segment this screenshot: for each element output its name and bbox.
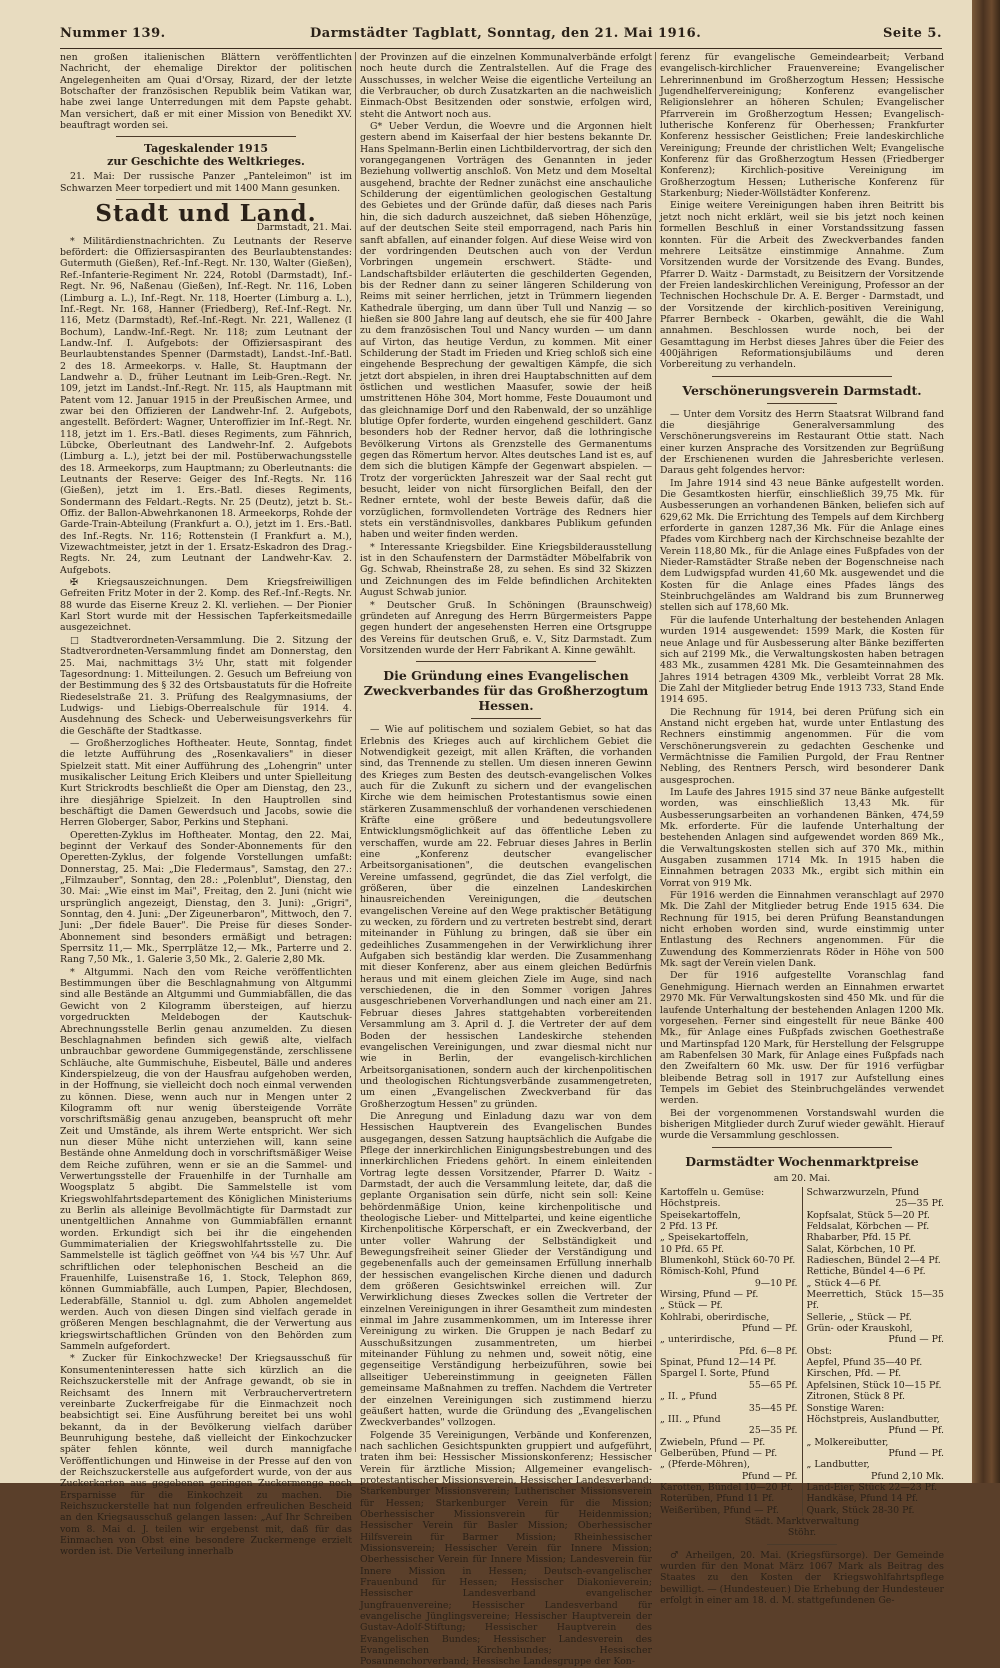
verein-paragraph: Die Rechnung für 1914, bei deren Prüfung sich ein Anstand nicht ergeben hat, wurde unter Entlastung des Rechners einstimmig angenommen. Für die vom Verschönerungsverein zu gedachten Geschenke und Vermächtnisse die Familien Purgold, der Frau Rentner Nebling, des Rentners Persch, wird besonderer Dank ausgesprochen. bbox=[660, 706, 944, 786]
market-price-line: „ (Pferde-Möhren), bbox=[660, 1459, 751, 1471]
kalender-title: Tageskalender 1915 bbox=[144, 142, 268, 156]
verein-paragraph: Für die laufende Unterhaltung der bestehenden Anlagen wurden 1914 ausgewendet: 1599 Mark, die Kosten für neue Anlage und für Ausbesserung alter Bänke bezifferten sich auf 2199 Mk., die Verwaltungskosten haben betragen 483 Mk., zusammen 4281 Mk. Die Gesamteinnahmen des Jahres 1914 betragen 4309 Mk., verbleibt Vorrat 28 Mk. Die Zahl der Mitglieder betrug Ende 1913 733, Stand Ende 1914 695. bbox=[660, 614, 944, 706]
column-1 bbox=[60, 52, 353, 1558]
market-price-line: Wirsing, Pfund — Pf. bbox=[660, 1289, 759, 1301]
market-price-line: Grün- oder Krauskohl, bbox=[806, 1323, 913, 1335]
column-2 bbox=[360, 52, 652, 1668]
page-number: Seite 5. bbox=[883, 26, 942, 41]
article-paragraph: Einige weitere Vereinigungen haben ihren Beitritt bis jetzt noch nicht erklärt, weil sie bis jetzt noch keinen formellen Beschluß in einer Vorstandssitzung fassen konnten. Für die Arbeit des Zweckverbandes fanden mehrere Leitsätze einstimmige Annahme. Zum Vorsitzenden wurde der Vorsitzende des Evang. Bundes, Pfarrer D. Waitz - Darmstadt, zu Beisitzern der Vorsitzende der Freien landeskirchlichen Vereinigung, Professor an der Technischen Hochschule Dr. A. E. Berger - Darmstadt, und der Vorsitzende der kirchlich-positiven Vereinigung, Pfarrer Bernbeck - Okarben, gewählt, die die Wahl annahmen. Beschlossen wurde noch, bei der Gesamttagung im Herbst dieses Jahres über die Feier des 400jährigen Reformationsjubiläums und deren Vorbereitung zu verhandeln. bbox=[660, 200, 944, 371]
issue-number: Nummer 139. bbox=[60, 26, 166, 41]
market-price-line: Weißerüben, Pfund — Pf. bbox=[660, 1504, 779, 1516]
separator bbox=[767, 403, 837, 404]
market-price-line: 55—65 Pf. bbox=[748, 1379, 798, 1391]
market-price-line: 2 Pfd. 13 Pf. bbox=[660, 1221, 719, 1232]
market-price-line: Pfund 2,10 Mk. bbox=[871, 1470, 944, 1482]
market-price-line: Quark, Stück 28-30 Pf. bbox=[806, 1504, 915, 1516]
market-price-line: Roterüben, Pfund 11 Pf. bbox=[660, 1493, 775, 1505]
market-price-line: Pfund — Pf. bbox=[888, 1447, 944, 1459]
separator bbox=[712, 1147, 892, 1148]
separator bbox=[767, 1544, 837, 1545]
separator bbox=[416, 661, 596, 662]
article-paragraph: — Wie auf politischem und sozialem Gebiet, so hat das Erlebnis des Krieges auch auf kirchlichem Gebiet die Notwendigkeit gezeigt, mit allen Kräften, die vorhanden sind, das Trennende zu stellen. Um diesen inneren Gewinn des Krieges zum Besten des deutsch-evangelischen Volkes auch für die Zukunft zu sichern und der evangelischen Kirche wie dem heimischen Protestantismus sowie einen stärkeren Zusammenschluß der vorhandenen verschiedenen Kräfte eine größere und bedeutungsvollere Entwicklungsmöglichkeit auf das öffentliche Leben zu verschaffen, wurde am 22. Februar dieses Jahres in Berlin eine „Konferenz deutscher evangelischer Arbeitsorganisationen", die deutschen evangelischen Vereine umfassend, gegründet, die das Ziel verfolgt, die größeren, über die einzelnen Landeskirchen hinausreichenden Vereinigungen, die deutschen evangelischen Vereine auf den Wege praktischer Betätigung zu wecken, zu fördern und zu vertreten bestrebt sind, derart miteinander in Fühlung zu bringen, daß sie über ein gedeihliches Zusammengehen in der Verwirklichung ihrer Aufgaben sich beständig klar werden. Die Zusammenhang mit dieser Konferenz, aber aus einem gleichen Bedürfnis heraus und mit einem gleichen Ziele im Auge, sind nach verschiedenen, die in den Sommer vorigen Jahres ausgeschriebenen Vorverhandlungen und nach einer am 21. Februar dieses Jahres stattgehabten vorbereitenden Versammlung am 3. April d. J. die Vertreter der auf dem Boden der hessischen Landeskirche stehenden evangelischen Vereinigungen, und zwar diesmal nicht nur wie in Berlin, der evangelisch-kirchlichen Arbeitsorganisationen, sondern auch der kirchenpolitischen und theologischen Richtungsverbände zusammengetreten, um einen „Evangelischen Zweckverband für das Großherzogtum Hessen" zu gründen. bbox=[360, 724, 652, 1110]
article-paragraph: * Deutscher Gruß. In Schöningen (Braunschweig) gründeten auf Anregung des Herrn Bürgermeisters Pappe gegen hundert der angesehensten Herren eine Ortsgruppe des Vereins für deutschen Gruß, e. V., Sitz Darmstadt. Zum Vorsitzenden wurde der Herr Fabrikant A. Kinne gewählt. bbox=[360, 599, 652, 656]
market-price-line: Spinat, Pfund 12—14 Pf. bbox=[660, 1357, 777, 1369]
separator bbox=[471, 718, 541, 719]
market-price-line: Zitronen, Stück 8 Pf. bbox=[806, 1391, 905, 1403]
verein-paragraph: Im Laufe des Jahres 1915 sind 37 neue Bänke aufgestellt worden, was einschließlich 13,43 Mk. für Ausbesserungsarbeiten an vorhandenen Bänken, 474,59 Mk. erforderte. Für die laufende Unterhaltung der bestehenden Anlagen sind aufgewendet worden 869 Mk., die Verwaltungskosten stellen sich auf 370 Mk., mithin Ausgaben zusammen 1714 Mk. In 1915 haben die Einnahmen betragen 2033 Mk., ergibt sich mithin ein Vorrat von 919 Mk. bbox=[660, 786, 944, 889]
market-price-line: „ III. „ Pfund bbox=[660, 1413, 721, 1425]
verein-title: Verschönerungsverein Darmstadt. bbox=[682, 382, 922, 398]
market-price-line: 25—35 Pf. bbox=[748, 1425, 798, 1437]
article-paragraph: G* Ueber Verdun, die Woevre und die Argonnen hielt gestern abend im Kaiserfaal der hier bestens bekannte Dr. Hans Spelmann-Berlin einen Lichtbildervortrag, der sich den vorangegangenen Vorträgen des Genannten in jeder Beziehung vollwertig anschloß. Von Metz und dem Moseltal ausgehend, brachte der Redner zunächst eine anschauliche Schilderung der eigentümlichen geologischen Gestaltung des Gebietes und der Gründe dafür, daß dieses nach Paris hin, die sich dadurch auszeichnet, daß sieben Höhenzüge, auf der deutschen Seite steil emporragend, nach Paris hin sanft abfallen, auf einander folgen. Auf diese Weise wird von der vordringenden Deutschen auch von der Verdun Vorbringen ungemein erschwert. Städte- und Landschaftsbilder erläuterten die geschilderten Gegenden, bis der Redner dann zu seiner längeren Schilderung von Reims mit seiner herrlichen, jetzt in Trümmern liegenden Kathedrale überging, um dann über Tull und Nanzig — so hießen sie 800 Jahre lang auf deutsch, ehe sie für 400 Jahre zu dem französischen Toul und Nancy wurden — um dann auf Virton, das heutige Verdun, zu kommen. Mit einer Schilderung der Stadt im Frieden und Krieg schloß sich eine eingehende Besprechung der gewaltigen Kämpfe, die sich jetzt dort abspielen, in ihren drei Hauptabschnitten auf dem östlichen und westlichen Maasufer, sowie der heiß umstrittenen Höhe 304, Mort homme, Feste Douaumont und das gleichnamige Dorf und den Rabenwald, der so unzählige blutige Opfer forderte, wurden eingehend geschildert. Ganz besonders hob der Redner hervor, daß die lothringische Bevölkerung Virtons als Grenzstelle des Germanentums gegen das Römertum hervor. Altes deutsches Land ist es, auf dem sich die blutigen Kämpfe der Gegenwart abspielen. — Trotz der vorgerückten Jahreszeit war der Saal recht gut besucht, leider von nicht fürsorglichen Beifall, den der Redner erntete, wohl der beste Beweis dafür, daß die vorzüglichen, formvollendeten Vorträge des Redners hier stets ein verständnisvolles, dankbares Publikum gefunden haben und weiter finden werden. bbox=[360, 121, 652, 541]
book-binding-edge bbox=[972, 0, 1000, 1483]
verein-paragraph: Der für 1916 aufgestellte Voranschlag fand Genehmigung. Hiernach werden an Einnahmen erwartet 2970 Mk. Für Verwaltungskosten sind 450 Mk. und für die laufende Unterhaltung der bestehenden Anlagen 1200 Mk. vorgesehen. Ferner sind eingestellt für neue Bänke 400 Mk., für Anlage eines Fußpfads zwischen Goethestraße und Martinspfad 120 Mark, für Herstellung der Felsgruppe am Rabenfelsen 30 Mark, für Anlage eines Fußpfads nach den Zweifaltern 60 Mk. usw. Der für 1916 verfügbar bleibende Betrag soll in 1917 zur Aufstellung eines Tempels im Gebiet des Steinbruchgeländes verwendet werden. bbox=[660, 970, 944, 1107]
market-price-line: Römisch-Kohl, Pfund bbox=[660, 1266, 760, 1278]
market-right-lines bbox=[807, 1187, 945, 1516]
header-rule bbox=[60, 48, 942, 49]
article-paragraph: ✠ Kriegsauszeichnungen. Dem Kriegsfreiwilligen Gefreiten Fritz Moter in der 2. Komp. des Ref.-Inf.-Regts. Nr. 88 wurde das Eiserne Kreuz 2. Kl. verliehen. — Der Pionier Karl Stort wurde mit der Hessischen Tapferkeitsmedaille ausgezeichnet. bbox=[60, 577, 352, 634]
market-price-line: Pfund — Pf. bbox=[741, 1470, 798, 1482]
market-price-line: Meerrettich, Stück 15—35 Pf. bbox=[806, 1289, 944, 1312]
market-price-line: Radieschen, Bündel 2—4 Pf. bbox=[806, 1255, 941, 1267]
market-price-line: Pfund — Pf. bbox=[741, 1323, 798, 1335]
market-price-line: „ unterirdische, bbox=[660, 1334, 735, 1346]
market-price-line: Salat, Körbchen, 10 Pf. bbox=[806, 1243, 916, 1255]
kalender-entry: 21. Mai: Der russische Panzer „Panteleimon" ist im Schwarzen Meer torpediert und mit 1400 Mann gesunken. bbox=[60, 171, 352, 194]
market-price-line: Pfund — Pf. bbox=[888, 1425, 944, 1437]
article-paragraph: ferenz für evangelische Gemeindearbeit; Verband evangelisch-kirchlicher Frauenvereine; Evangelischer Lehrerinnenbund im Großherzogtum Hessen; Hessische Jugendhelfervereinigung; Konferenz evangelischer Religionslehrer an höheren Schulen; Evangelischer Pfarrverein im Großherzogtum Hessen; Evangelisch-lutherische Konferenz für Oberhessen; Frankfurter Konferenz hessischer Geistlichen; Freie landeskirchliche Vereinigung; Freunde der christlichen Welt; Evangelische Konferenz für das Großherzogtum Hessen (Friedberger Konferenz); Kirchlich-positive Vereinigung im Großherzogtum Hessen; Lutherische Konferenz für Starkenburg; Nieder-Wöllstädter Konferenz. bbox=[660, 52, 944, 200]
article-paragraph: der Provinzen auf die einzelnen Kommunalverbände erfolgt noch heute durch die Zentralstellen. Auf die Frage des Ausschusses, in welcher Weise die eigentliche Verteilung an die Verbraucher, ob durch Zusatzkarten an die nachweislich Einmach-Obst Besitzenden oder sonstwie, erfolgen wird, steht die Antwort noch aus. bbox=[360, 52, 652, 120]
market-price-line: Sonstige Waren: bbox=[806, 1402, 885, 1414]
dateline: Darmstadt, 21. Mai. bbox=[256, 222, 352, 234]
column-rule bbox=[355, 52, 356, 1452]
market-price-line: Feldsalat, Körbchen — Pf. bbox=[806, 1221, 930, 1232]
newspaper-title-date: Darmstädter Tagblatt, Sonntag, den 21. Mai 1916. bbox=[310, 26, 702, 41]
market-left-heading: Kartoffeln u. Gemüse: bbox=[660, 1186, 765, 1198]
final-paragraph: ♂ Arheilgen, 20. Mai. (Kriegsfürsorge). Der Gemeinde wurden für den Monat März 1067 Mark als Beitrag des Staates zu den Kosten der Kriegswohlfahrtspflege bewilligt. — (Hundesteuer.) Die Erhebung der Hundesteuer erfolgt in einer am 18. d. M. stattgefundenen Ge- bbox=[660, 1549, 944, 1606]
verein-paragraph: — Unter dem Vorsitz des Herrn Staatsrat Wilbrand fand die diesjährige Generalversammlung des Verschönerungsvereins im Restaurant Ottie statt. Nach einer kurzen Ansprache des Vorsitzenden zur Begrüßung der Erschienenen wurden die Jahresberichte verlesen. Daraus geht folgendes hervor: bbox=[660, 408, 944, 477]
market-signature: Städt. Marktverwaltung bbox=[744, 1515, 860, 1527]
market-price-line: Rhabarber, Pfd. 15 Pf. bbox=[806, 1232, 912, 1244]
article-paragraph: Die Anregung und Einladung dazu war von dem Hessischen Hauptverein des Evangelischen Bundes ausgegangen, dessen Satzung hauptsächlich die Aufgabe die Pflege der innerkirchlichen Einigungsbestrebungen und des innerkirchlichen Friedens gehört. In einem einleitenden Vortrag legte dessen Vorsitzender, Pfarrer D. Waitz - Darmstadt, der auch die Versammlung leitete, dar, daß die geplante Organisation sein dürfe, nicht sein soll: Keine behördenmäßige Union, keine kirchenpolitische und theologische Lieber- und Mittelpartei, und keine eigentliche Kirchenpolitische Körperschaft, er ein Zweckverband, der unter voller Wahrung der Selbständigkeit und Bewegungsfreiheit seiner Glieder der Verständigung und gegebenenfalls auch der gemeinsamen Erfüllung innerhalb der hessischen evangelischen Kirche dienen und dadurch dem größeren Gesichtswinkel erreichen will. Zur Verwirklichung dieses Zweckes sollen die Vertreter der einzelnen Vereinigungen in ihrer Gesamtheit zum mindesten einmal im Jahre zusammenkommen, um im Interesse ihrer Vereinigung zu wirken. Die Gruppen je nach Bedarf zu Ausschußsitzungen zusammentreten, um hierbei miteinander Fühlung zu nehmen und, soweit nötig, eine gegenseitige Verständigung herbeizuführen, sowie bei allseitiger Uebereinstimmung in geeigneten Fällen gemeinsame Maßnahmen zu treffen. Nachdem die Vertreter der einzelnen Vereinigungen sich zustimmend hierzu geäußert hatten, wurde die Gründung des „Evangelischen Zweckverbandes" vollzogen. bbox=[360, 1110, 652, 1429]
separator bbox=[712, 376, 892, 377]
market-price-line: „ Speisekartoffeln, bbox=[660, 1232, 749, 1244]
market-price-line: 25—35 Pf. bbox=[895, 1198, 944, 1210]
article-paragraph: * Altgummi. Nach den vom Reiche veröffentlichten Bestimmungen über die Beschlagnahmung von Altgummi sind alle Bestände an Altgummi und Gummiabfällen, die das Gewicht von 2 Kilogramm übersteigen, auf hierzu vorgedruckten Meldebogen der Kautschuk-Abrechnungsstelle Berlin genau anzumelden. Zu diesen Beschlagnahmen befinden sich gewiß alte, vielfach unbrauchbar gewordene Gummigegenstände, zerschlissene Schläuche, alte Gummischuhe, Eisbeutel, Bälle und anderes Kinderspielzeug, die von der Hausfrau aufgehoben werden, in der Hoffnung, sie vielleicht doch noch einmal verwenden zu können. Diese, wenn auch nur in Mengen unter 2 Kilogramm oft nur wenig übersteigende Vorräte vorschriftsmäßig genau anzugeben, beansprucht oft mehr Zeit und Umstände, als ihrem Werte entspricht. Wer sich nun dieser Mühe nicht unterziehen will, kann seine Bestände ohne Anmeldung doch in vorschriftsmäßiger Weise dem Reiche zuführen, wenn er sie an die Sammel- und Verwertungsstelle der Frauenhilfe in der Turnhalle am Woogsplatz 5 abgibt. Die Sammelstelle ist vom Kriegswohlfahrtsdepartement des Königlichen Ministeriums zu Berlin als alleinige Bevollmächtigte für Darmstadt zur unentgeltlichen Annahme von Gummiabfällen ernannt worden. Erkundigt sich bei ihr die eingehenden Gummimaterialien der Kriegswohlfahrtsstelle zu. Die Sammelstelle ist täglich geöffnet von ¼4 bis ½7 Uhr. Auf schriftlichen oder telephonischen Bescheid an die Frauenhilfe, Luisenstraße 16, 1. Stock, Telephon 869, können Gummiabfälle, auch Lumpen, Papier, Blechdosen, Lederabfälle, Stanniol u. dgl. zum Abholen angemeldet werden. Auch von diesen Dingen sind vielfach gerade in größeren Mengen beschlagnahmt, die der Verwertung aus kriegswirtschaftlichen Gründen von den Behörden zum Sammeln aufgefordert. bbox=[60, 966, 352, 1353]
market-price-line: Kohlrabi, oberirdische, bbox=[660, 1311, 770, 1323]
market-price-line: Aepfel, Pfund 35—40 Pf. bbox=[806, 1357, 923, 1369]
market-price-line: „ II. „ Pfund bbox=[660, 1391, 717, 1403]
verein-paragraph: Im Jahre 1914 sind 43 neue Bänke aufgestellt worden. Die Gesamtkosten hierfür, einschließlich 39,75 Mk. für Ausbesserungen an vorhandenen Bänken, beliefen sich auf 629,62 Mk. Die Errichtung des Tempels auf dem Kirchberg erforderte in ganzen 1287,36 Mk. Für die Anlage eines Pfades vom Kirchberg nach der Kirchschneise bezahlte der Verein 118,80 Mk., für die Anlage eines Fußpfades von der Nieder-Ramstädter Straße neben der Bogenschneise nach dem Ludwigspfad wurden 41,60 Mk. ausgewendet und die Kosten für die Anlage eines Pfades längs des Steinbruchgeländes am Waldrand bis zum Brunnerweg stellen sich auf 178,60 Mk. bbox=[660, 477, 944, 614]
verein-paragraph: Bei der vorgenommenen Vorstandswahl wurden die bisherigen Mitglieder durch Zuruf wieder gewählt. Hierauf wurde die Versammlung geschlossen. bbox=[660, 1107, 944, 1142]
market-signature-name: Stöhr. bbox=[787, 1527, 817, 1539]
market-price-line: Zwiebeln, Pfund — Pf. bbox=[660, 1436, 766, 1448]
market-right-column bbox=[802, 1187, 944, 1516]
running-head bbox=[60, 26, 942, 46]
market-price-line: 10 Pfd. 65 Pf. bbox=[660, 1243, 724, 1255]
market-price-line: „ Landbutter, bbox=[806, 1459, 870, 1471]
market-title: Darmstädter Wochenmarktpreise bbox=[685, 1153, 919, 1169]
market-price-line: Kirschen, Pfd. — Pf. bbox=[806, 1368, 902, 1380]
article-paragraph: * Zucker für Einkochzwecke! Der Kriegsausschuß für Konsumenteninteressen hatte sich kürzlich an die Reichszuckerstelle mit der Anfrage gewandt, ob sie in Reichsamt des Innern mit Verbrauchervertretern vereinbarte Zuckerfreigabe für die Einmachzeit noch beabsichtigt sei. Eine Ausführung bereitet bei uns wohl bekannt, da in der Bevölkerung vielfach darüber Beunruhigung bestehe, daß vielleicht der Einkochzucker später fehlen könnte, weil durch mannigfache Veröffentlichungen und Hinweise in der Presse auf den von der Reichszuckerstelle aus aufgefordert wurde, von der aus Zuckerkarten aus gegebenen geringen Zuckermenge noch Ersparnisse für die Einkochzeit zu machen. Die Reichszuckerstelle hat nun folgenden erfreulichen Bescheid an den Kriegsausschuß gelangen lassen: „Auf Ihr Schreiben vom 8. Mai d. J. teilen wir ergebenst mit, daß für das Einmachen von Obst eine besondere Zuckermenge erzielt worden ist. Die Verteilung innerhalb bbox=[60, 1353, 352, 1558]
market-price-line: Apfelsinen, Stück 10—15 Pf. bbox=[806, 1379, 942, 1391]
article-paragraph: Folgende 35 Vereinigungen, Verbände und Konferenzen, nach sachlichen Gesichtspunkten gruppiert und aufgeführt, traten ihm bei: Hessischer Missionskonferenz; Hessischer Verein für ärztliche Mission; Allgemeiner evangelisch-protestantischer Missionsverein, Hessischer Landesverband; Starkenburger Missionsverein; Lutherischer Missionsverein für Hessen; Starkenburger Verein für die Mission; Oberhessischer Missionsverein für Heidenmission; Hessischer Verein für Basler Mission; Oberhessischer Hilfsverein für Barmer Mission; Rheinhessischer Missionsverein; Hessischer Verein für Innere Mission; Oberhessischer Verein für Innere Mission; Landesverein für Innere Mission in Hessen; Deutsch-evangelischer Frauenbund für Hessen; Hessischer Diakonieverein; Hessischer Landesverband evangelischer Jungfrauenvereine; Hessischer Landesverband für evangelische Jünglingsvereine; Hessischer Hauptverein der Gustav-Adolf-Stiftung; Hessischer Hauptverein des Evangelischen Bundes; Hessischer Landesverein des Evangelischen Kirchenbundes; Hessischer Posaunenchorverband; Hessische Landesgruppe der Kon- bbox=[360, 1429, 652, 1668]
section-title: Stadt und Land. bbox=[95, 200, 317, 228]
article-paragraph: * Militärdienstnachrichten. Zu Leutnants der Reserve befördert: die Offiziersaspiranten des Beurlaubtenstandes: Gutermuth (Gießen), Ref.-Inf.-Regt. Nr. 130, Walter (Gießen), Ref.-Infanterie-Regiment Nr. 224, Rotobl (Darmstadt), Inf.-Regt. Nr. 96, Naßenau (Gießen), Inf.-Regt. Nr. 116, Loben (Limburg a. L.), Inf.-Regt. Nr. 118, Hoerter (Limburg a. L.), Inf.-Regt. Nr. 168, Hanner (Friedberg), Ref.-Inf.-Regt. Nr. 116, Metz (Darmstadt), Ref.-Inf.-Regt. Nr. 221, Wallenez (I Bochum), Landw.-Inf.-Regt. Nr. 118; zum Leutnant der Landw.-Inf. I. Aufgebots: der Offiziersaspirant des Beurlaubtenstandes Spenner (Darmstadt), Landst.-Inf.-Batl. 2 des 18. Armeekorps. v. Halle, St. Hauptmann der Landwehr a. D., früher Leutnant im Leib-Gren.-Regt. Nr. 109, jetzt im Landst.-Inf.-Regt. Nr. 115, als Hauptmann mit Patent vom 12. Januar 1915 in der Preußischen Armee, und zwar bei den Offizieren der Landwehr-Inf. 2. Aufgebots, angestellt. Befördert: Wagner, Unteroffizier im Inf.-Regt. Nr. 118, jetzt im 1. Ers.-Batl. dieses Regiments, zum Fähnrich, Lübcke, Oberleutnant des Landwehr-Inf. 2. Aufgebots (Limburg a. L.), jetzt bei der mil. Postüberwachungsstelle des 18. Armeekorps, zum Hauptmann; zu Oberleutnants: die Leutnants der Reserve: Geiger des Inf.-Regts. Nr. 116 (Gießen), jetzt im 1. Ers.-Batl. dieses Regiments, Sondermann des Feldart.-Regts. Nr. 25 (Deutz), jetzt b. St.-Offiz. der Ballon-Abwehrkanonen 18. Armeekorps, Rohde der Garde-Train-Abteilung (Frankfurt a. O.), jetzt im 1. Ers.-Batl. des Inf.-Regts. Nr. 116; Rottenstein (I Frankfurt a. M.), Vizewachtmeister, jetzt in der 1. Ersatz-Eskadron des Drag.-Regts. Nr. 24, zum Leutnant der Landwehr-Kav. 2. Aufgebots. bbox=[60, 235, 353, 576]
column-rule bbox=[655, 52, 656, 1452]
market-price-line: Handkäse, Pfund 14 Pf. bbox=[806, 1493, 919, 1505]
market-price-line: „ Stück — Pf. bbox=[660, 1300, 723, 1312]
market-left-column bbox=[660, 1187, 802, 1516]
market-price-line: 35—45 Pf. bbox=[748, 1402, 798, 1414]
market-left-lines bbox=[660, 1198, 798, 1516]
market-price-line: Spargel I. Sorte, Pfund bbox=[660, 1368, 770, 1380]
market-price-line: Schwarzwurzeln, Pfund bbox=[806, 1186, 920, 1198]
market-date: am 20. Mai. bbox=[773, 1172, 831, 1184]
market-price-line: 9—10 Pf. bbox=[754, 1277, 798, 1289]
article-paragraph: — Großherzogliches Hoftheater. Heute, Sonntag, findet die letzte Aufführung des „Rosenkavaliers" in dieser Spielzeit statt. Mit einer Aufführung des „Lohengrin" unter musikalischer Leitung Erich Kleibers und unter Spielleitung Kurt Strickrodts beschließt die Oper am Dienstag, den 23., ihre diesjährige Spielzeit. In den Hauptrollen sind beschäftigt die Damen Gewerdsuch und Jacobs, sowie die Herren Globerger, Sabor, Perkins und Stephani. bbox=[60, 737, 352, 829]
market-price-line: Sellerie, „ Stück — Pf. bbox=[806, 1311, 912, 1323]
market-price-line: Gelberüben, Pfund — Pf. bbox=[660, 1447, 778, 1459]
market-price-table bbox=[660, 1187, 944, 1516]
market-price-line: Land-Eier, Stück 22—23 Pf. bbox=[806, 1481, 938, 1493]
article-paragraph: □ Stadtverordneten-Versammlung. Die 2. Sitzung der Stadtverordneten-Versammlung findet am Donnerstag, den 25. Mai, nachmittags 3½ Uhr, statt mit folgender Tagesordnung: 1. Mitteilungen. 2. Gesuch um Befreiung von der Bestimmung des § 32 des Ortsbaustatuts für die Hofreite Riedeselstraße 21. 3. Prüfung des Realgymnasiums, der Ludwigs- und Liebigs-Oberrealschule für 1914. 4. Ausdehnung des Scheck- und Ueberweisungsverkehrs für die Geschäfte der Stadtkasse. bbox=[60, 634, 352, 737]
market-price-line: „ Stück 4—6 Pf. bbox=[806, 1277, 882, 1289]
separator bbox=[116, 136, 296, 137]
market-price-line: Kopfsalat, Stück 5—20 Pf. bbox=[806, 1209, 930, 1221]
market-price-line: Rettiche, Bündel 4—6 Pf. bbox=[806, 1266, 926, 1278]
column-3 bbox=[660, 52, 944, 1606]
article-paragraph: * Interessante Kriegsbilder. Eine Kriegsbilderausstellung ist in den Schaufenstern der Darmstädter Möbelfabrik von Gg. Schwab, Rheinstraße 28, zu sehen. Es sind 32 Skizzen und Zeichnungen des im Felde befindlichen Architekten August Schwab junior. bbox=[360, 541, 652, 599]
market-price-line: Höchstpreis. Speisekartoffeln, bbox=[660, 1198, 741, 1221]
market-price-line: „ Molkereibutter, bbox=[806, 1436, 889, 1448]
kalender-subtitle: zur Geschichte des Weltkrieges. bbox=[107, 155, 305, 169]
article-paragraph: Operetten-Zyklus im Hoftheater. Montag, den 22. Mai, beginnt der Verkauf des Sonder-Abonnements für den Operetten-Zyklus, der folgende Vorstellungen umfaßt: Donnerstag, 25. Mai: „Die Fledermaus", Samstag, den 27.: „Filmzauber", Sonntag, den 28.: „Polenblut", Dienstag, den 30. Mai: „Wie einst im Mai", Freitag, den 2. Juni (nicht wie ursprünglich angezeigt, Dienstag, den 3. Juni): „Grigri", Sonntag, den 4. Juni: „Der Zigeunerbaron", Mittwoch, den 7. Juni: „Der fidele Bauer". Die Preise für dieses Sonder-Abonnement sind besonders ermäßigt und betragen: Sperrsitz 11,— Mk., Sperrplätze 12,— Mk., Parterre und 2. Rang 7,50 Mk., 1. Galerie 3,50 Mk., 2. Galerie 2,80 Mk. bbox=[60, 829, 352, 966]
intro-paragraph: nen großen italienischen Blättern veröffentlichten Nachricht, der ehemalige Direktor der politischen Angelegenheiten am Quai d'Orsay, Rizard, der der letzte Botschafter der französischen Republik beim Vatikan war, habe zwei lange Unterredungen mit dem Papste gehabt. Man versichert, daß er mit einer Mission von Benedikt XV. beauftragt worden sei. bbox=[60, 52, 352, 132]
article-title: Die Gründung eines Evangelischen Zweckverbandes für das Großherzogtum Hessen. bbox=[363, 668, 649, 714]
market-price-line: Pfd. 6—8 Pf. bbox=[739, 1345, 798, 1357]
market-price-line: Karotten, Bündel 10—20 Pf. bbox=[660, 1481, 793, 1493]
market-price-line: Obst: bbox=[806, 1345, 832, 1357]
market-price-line: Blumenkohl, Stück 60-70 Pf. bbox=[660, 1255, 796, 1267]
verein-paragraph: Für 1916 werden die Einnahmen veranschlagt auf 2970 Mk. Die Zahl der Mitglieder betrug Ende 1915 634. Die Rechnung für 1915, bei deren Prüfung Beanstandungen nicht erhoben worden sind, wurde einstimmig unter Entlastung des Rechners angenommen. Für die Zuwendung des Kommerzienrats Röder in Höhe von 500 Mk. sagt der Verein vielen Dank. bbox=[660, 890, 944, 970]
market-price-line: Pfund — Pf. bbox=[888, 1334, 944, 1346]
market-price-line: Höchstpreis, Auslandbutter, bbox=[806, 1413, 940, 1425]
